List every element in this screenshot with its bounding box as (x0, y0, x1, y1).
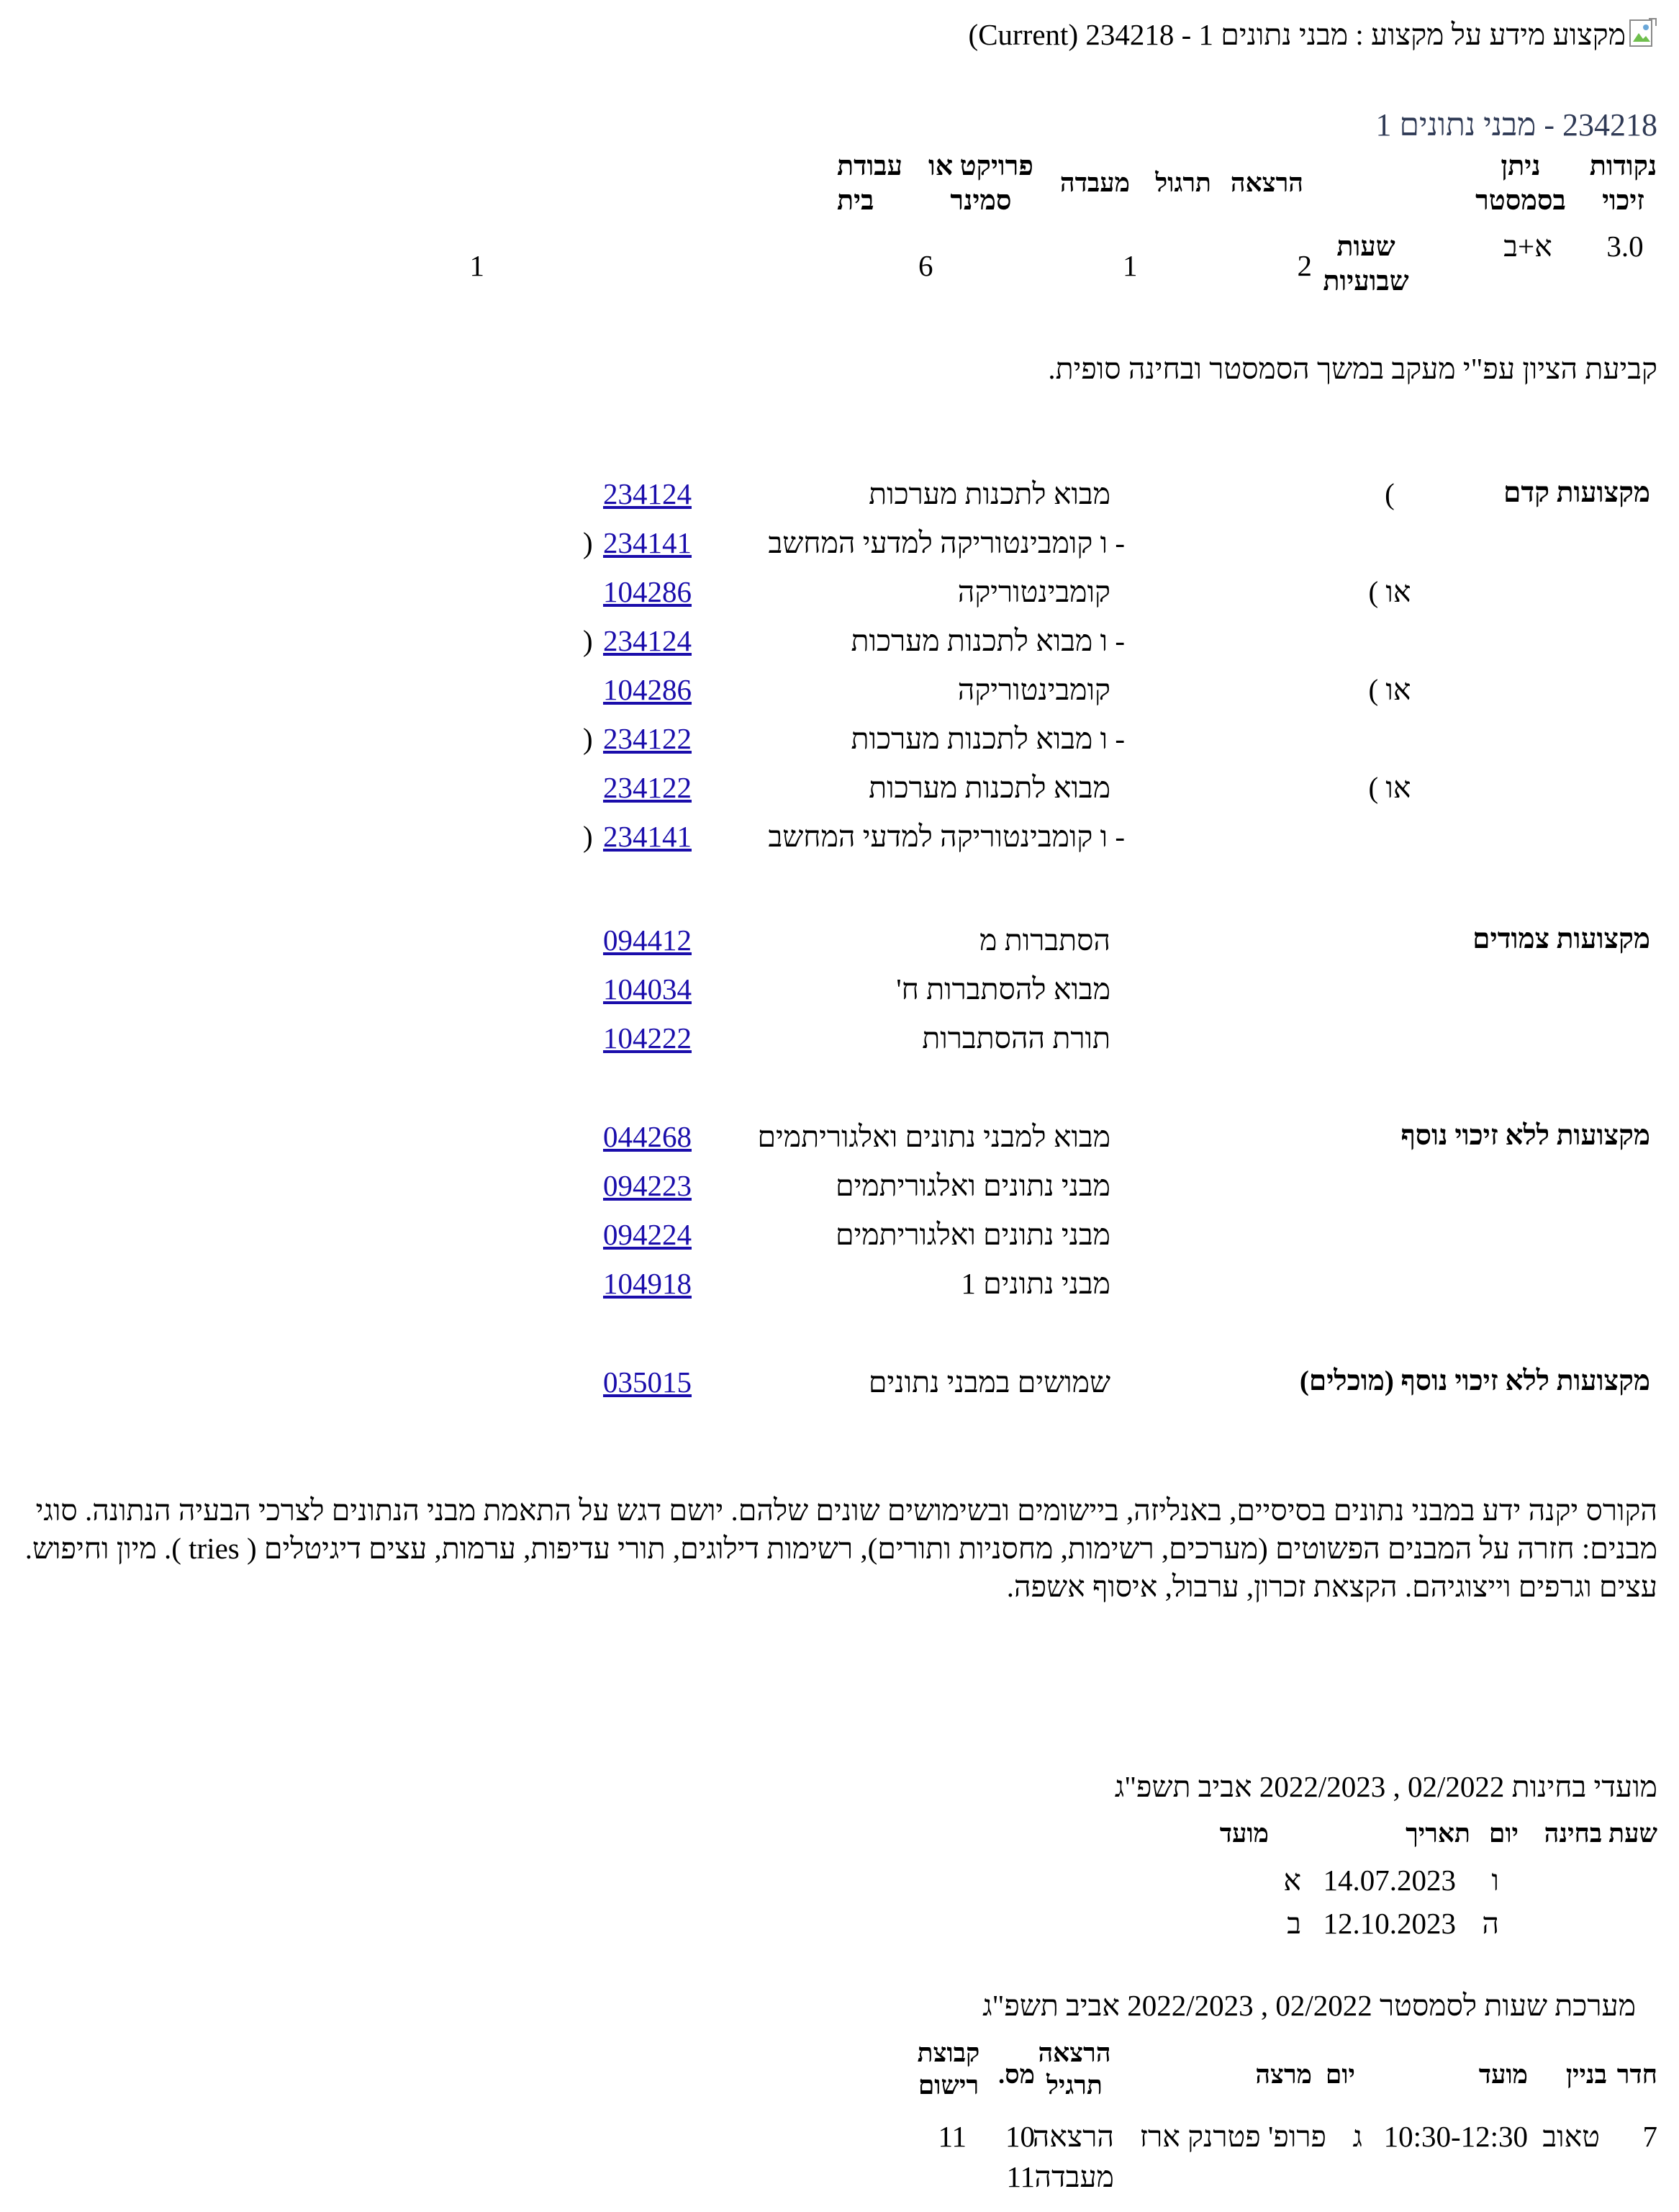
no-extra-credit-name: מבני נתונים 1 (961, 1267, 1110, 1300)
prereq-name: - ו קומבינטוריקה למדעי המחשב (768, 526, 1125, 559)
schedule-day: ג (1352, 2120, 1362, 2153)
schedule-time: 10:30-12:30 (1383, 2120, 1528, 2153)
project-header: פרויקט או סמינר (928, 151, 1033, 216)
schedule-lecturer-header: מרצה (1255, 2060, 1312, 2089)
prereq-name: קומבינטוריקה (957, 575, 1110, 608)
schedule-type-header: הרצאה תרגיל (1038, 2039, 1111, 2100)
prereq-prefix: או ) (1368, 575, 1411, 608)
prereq-prefix: ) (1385, 477, 1395, 510)
no-extra-credit-course-link[interactable]: 044268 (603, 1120, 692, 1153)
corequisites-label: מקצועות צמודים (1472, 924, 1650, 954)
no-extra-credit-contained-label: מקצועות ללא זיכוי נוסף (מוכלים) (1299, 1365, 1650, 1396)
no-extra-credit-course-link[interactable]: 104918 (603, 1267, 692, 1300)
homework-value: 6 (918, 249, 933, 282)
schedule-room: 7 (1642, 2120, 1657, 2153)
coreq-course-link[interactable]: 104222 (603, 1021, 692, 1055)
credits-value: 3.0 (1606, 230, 1644, 263)
lab-value: 1 (1123, 249, 1138, 282)
no-extra-credit-name: מבני נתונים ואלגוריתמים (836, 1218, 1110, 1251)
coreq-name: תורת ההסתברות (922, 1021, 1110, 1055)
exam-date: 14.07.2023 (1323, 1864, 1456, 1897)
schedule-group-header: קבוצת רישום (917, 2039, 980, 2100)
no-extra-credit-course-link[interactable]: 094224 (603, 1218, 692, 1251)
broken-image-icon (1629, 17, 1657, 49)
grading-text: קביעת הציון עפ"י מעקב במשך הסמסטר ובחינה סופית. (1048, 352, 1657, 385)
schedule-room-header: חדר (1616, 2060, 1657, 2089)
schedule-building-header: בניין (1565, 2060, 1607, 2089)
coreq-name: מבוא להסתברות ח' (896, 972, 1110, 1006)
prereq-prefix: או ) (1368, 673, 1411, 706)
coreq-course-link[interactable]: 094412 (603, 924, 692, 957)
schedule-time-header: מועד (1478, 2060, 1528, 2089)
coreq-name: הסתברות מ (979, 924, 1110, 957)
schedule-num-header: מס. (998, 2060, 1035, 2089)
no-extra-credit-course-link[interactable]: 094223 (603, 1169, 692, 1202)
lecture-value: 2 (1297, 249, 1312, 282)
semester-header: ניתן בסמסטר (1475, 151, 1566, 216)
no-extra-credit-label: מקצועות ללא זיכוי נוסף (1400, 1120, 1650, 1151)
prerequisites-label: מקצועות קדם (1503, 477, 1650, 508)
prereq-name: - ו קומבינטוריקה למדעי המחשב (768, 820, 1125, 853)
exam-day: ו (1491, 1864, 1499, 1897)
prereq-suffix: ( (583, 722, 593, 755)
exam-date-header: תאריך (1406, 1819, 1470, 1848)
contained-course-link[interactable]: 035015 (603, 1365, 692, 1399)
exam-moed: ב (1287, 1907, 1301, 1940)
prereq-prefix: או ) (1368, 771, 1411, 804)
semester-value: א+ב (1503, 230, 1552, 263)
exam-time-header: שעת בחינה (1544, 1819, 1657, 1848)
tutorial-value: 1 (469, 249, 484, 282)
prereq-course-link[interactable]: 234141 (603, 526, 692, 559)
schedule-group: 11 (938, 2120, 967, 2153)
course-heading: 234218 - מבני נתונים 1 (1375, 107, 1657, 143)
schedule-building: טאוב (1542, 2120, 1600, 2153)
exams-title: מועדי בחינות 02/2022 , 2022/2023 אביב תשפ"ג (1114, 1770, 1657, 1803)
prereq-course-link[interactable]: 234122 (603, 722, 692, 755)
schedule-type: מעבדה (1034, 2160, 1114, 2193)
prereq-name: קומבינטוריקה (957, 673, 1110, 706)
exam-day-header: יום (1488, 1819, 1519, 1848)
prereq-course-link[interactable]: 234124 (603, 624, 692, 657)
schedule-type: הרצאה (1032, 2120, 1114, 2153)
prereq-suffix: ( (583, 624, 593, 657)
prereq-course-link[interactable]: 104286 (603, 673, 692, 706)
prereq-course-link[interactable]: 234141 (603, 820, 692, 853)
course-description: הקורס יקנה ידע במבני נתונים בסיסיים, באנליזה, ביישומים ובשימושים שונים שלהם. יושם דגש על התאמת מבני הנתונים לצרכי הבעיה הנתונה. סוגי מבנים: חזרה על המבנים הפשוטים (מערכים, רשימות, מחסניות ותורים), רשימות דילוגים, תורי עדיפות, ערמות, עצים דיגיטלים ( tries ). מיון וחיפוש. עצים וגרפים וייצוגיהם. הקצאת זכרון, ערבול, איסוף אשפה. (24, 1494, 1657, 1603)
page-header (969, 17, 1657, 53)
exam-date: 12.10.2023 (1323, 1907, 1456, 1940)
prereq-name: מבוא לתכנות מערכות (869, 771, 1110, 804)
lab-header: מעבדה (1059, 168, 1130, 197)
schedule-day-header: יום (1325, 2060, 1355, 2089)
tutorial-header: תרגול (1155, 168, 1211, 197)
prereq-suffix: ( (583, 526, 593, 559)
homework-header: עבודת בית (837, 151, 902, 216)
contained-course-name: שמושים במבני נתונים (868, 1365, 1110, 1399)
no-extra-credit-name: מבני נתונים ואלגוריתמים (836, 1169, 1110, 1202)
prereq-course-link[interactable]: 234124 (603, 477, 692, 510)
prereq-name: - ו מבוא לתכנות מערכות (851, 624, 1125, 657)
prereq-name: - ו מבוא לתכנות מערכות (851, 722, 1125, 755)
prereq-suffix: ( (583, 820, 593, 853)
no-extra-credit-name: מבוא למבני נתונים ואלגוריתמים (757, 1120, 1110, 1153)
schedule-title: מערכת שעות לסמסטר 02/2022 , 2022/2023 אביב תשפ"ג (982, 1989, 1636, 2022)
lecture-header: הרצאה (1230, 168, 1303, 197)
schedule-num: 11 (1006, 2160, 1035, 2193)
exam-moed: א (1283, 1864, 1301, 1897)
coreq-course-link[interactable]: 104034 (603, 972, 692, 1006)
weekly-hours-label: שעות שבועיות (1323, 232, 1409, 297)
exam-day: ה (1482, 1907, 1499, 1940)
prereq-course-link[interactable]: 104286 (603, 575, 692, 608)
prereq-course-link[interactable]: 234122 (603, 771, 692, 804)
prereq-name: מבוא לתכנות מערכות (869, 477, 1110, 510)
exam-moed-header: מועד (1219, 1819, 1269, 1848)
credits-header: נקודות זיכוי (1589, 151, 1657, 216)
schedule-lecturer: פרופ' פטרנק ארז (1139, 2120, 1326, 2153)
schedule-num: 10 (1005, 2120, 1035, 2153)
page-header-text: מקצוע מידע על מקצוע : מבני נתונים 1 - 234218 (Current) (968, 18, 1626, 51)
